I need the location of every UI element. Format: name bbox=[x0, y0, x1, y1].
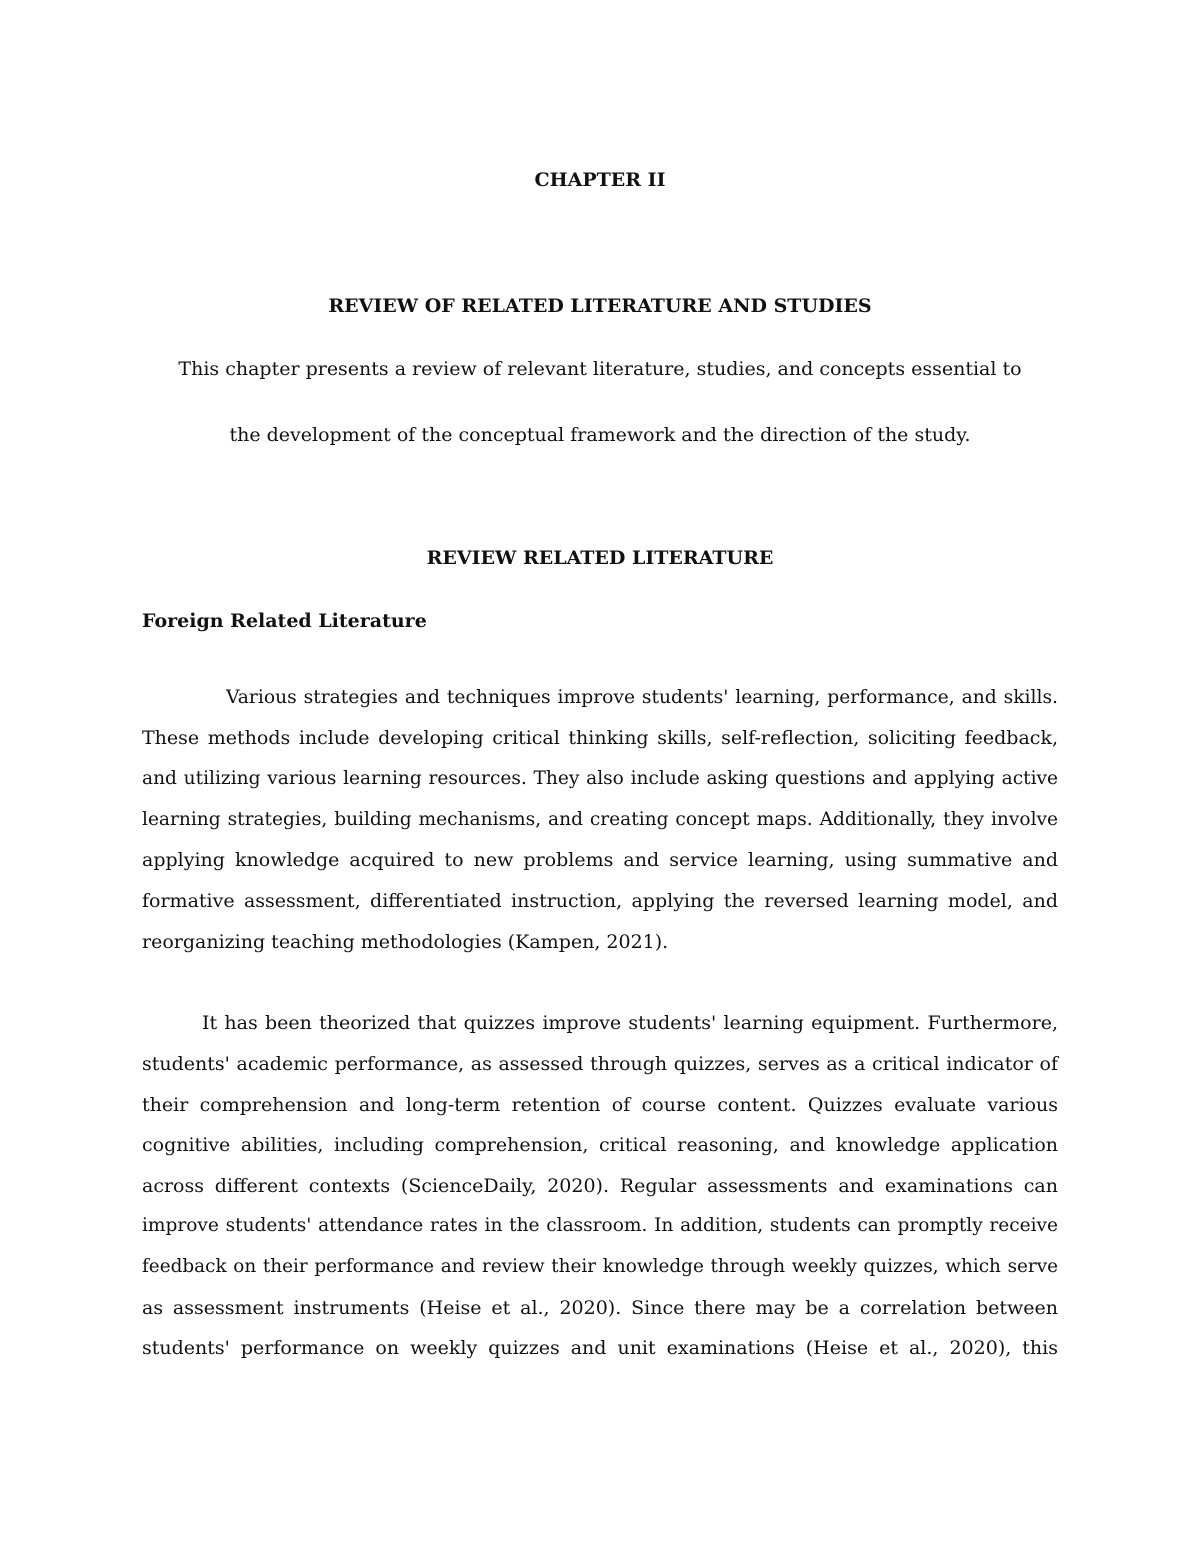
chapter-label: CHAPTER II bbox=[534, 169, 666, 191]
paragraph-line: learning strategies, building mechanisms, and creating concept maps. Additionally, they involve bbox=[142, 809, 1058, 830]
paragraph-line: It has been theorized that quizzes improve students' learning equipment. Furthermore, bbox=[202, 1012, 1058, 1034]
subheading: Foreign Related Literature bbox=[142, 610, 427, 632]
chapter-title: REVIEW OF RELATED LITERATURE AND STUDIES bbox=[328, 295, 872, 317]
paragraph-line: and utilizing various learning resources. They also include asking questions and applying active bbox=[142, 768, 1058, 789]
paragraph-line: These methods include developing critical thinking skills, self-reflection, soliciting feedback, bbox=[142, 727, 1058, 749]
paragraph-line: students' academic performance, as assessed through quizzes, serves as a critical indicator of bbox=[142, 1053, 1058, 1075]
paragraph-line: cognitive abilities, including comprehension, critical reasoning, and knowledge application bbox=[142, 1134, 1058, 1156]
paragraph-line: across different contexts (ScienceDaily, 2020). Regular assessments and examinations can bbox=[142, 1175, 1058, 1197]
paragraph-line: Various strategies and techniques improve students' learning, performance, and skills. bbox=[226, 687, 1058, 708]
paragraph-line: their comprehension and long-term retention of course content. Quizzes evaluate various bbox=[142, 1094, 1058, 1116]
paragraph-line: formative assessment, differentiated instruction, applying the reversed learning model, and bbox=[142, 890, 1058, 912]
paragraph-line: as assessment instruments (Heise et al., 2020). Since there may be a correlation between bbox=[142, 1297, 1058, 1319]
paragraph-line: students' performance on weekly quizzes and unit examinations (Heise et al., 2020), this bbox=[142, 1337, 1058, 1359]
paragraph-line: feedback on their performance and review their knowledge through weekly quizzes, which serve bbox=[142, 1256, 1058, 1277]
section-heading: REVIEW RELATED LITERATURE bbox=[426, 547, 774, 569]
paragraph-line: improve students' attendance rates in the classroom. In addition, students can promptly receive bbox=[142, 1215, 1058, 1236]
intro-line: This chapter presents a review of relevant literature, studies, and concepts essential to bbox=[178, 358, 1022, 380]
paragraph-line: reorganizing teaching methodologies (Kampen, 2021). bbox=[142, 931, 669, 953]
paragraph-line: applying knowledge acquired to new problems and service learning, using summative and bbox=[142, 849, 1058, 871]
intro-line: the development of the conceptual framework and the direction of the study. bbox=[229, 424, 971, 446]
